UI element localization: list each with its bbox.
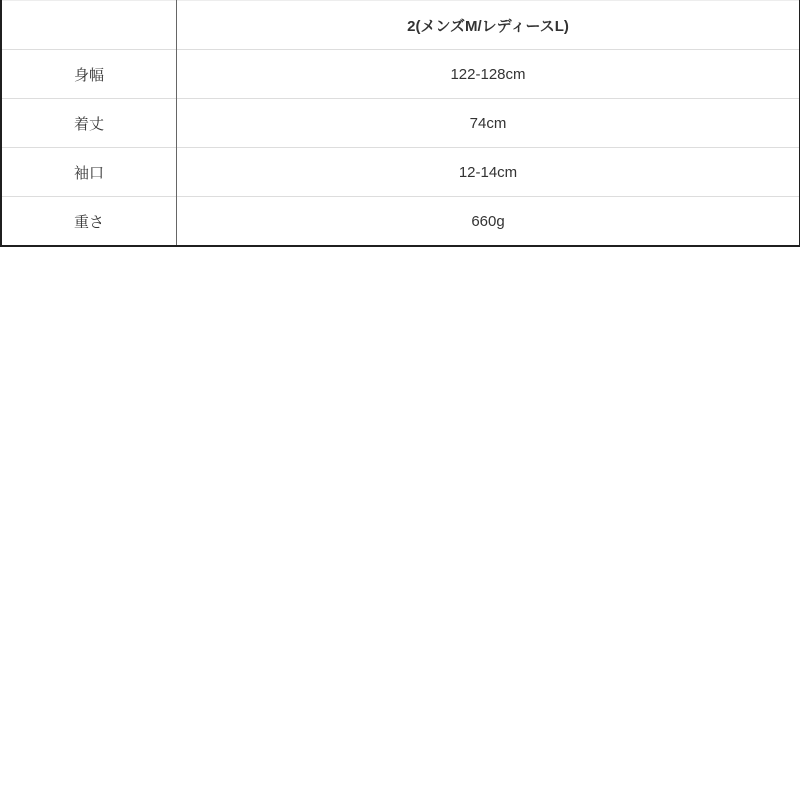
table-row xyxy=(1,50,800,99)
row-label-weight: 重さ xyxy=(1,197,177,247)
header-size-cell: 2(メンズM/レディースL) xyxy=(407,17,569,35)
table-row xyxy=(1,148,800,197)
header-corner-cell xyxy=(1,1,177,50)
row-value-body-width: 122-128cm xyxy=(177,50,800,99)
size-spec-table xyxy=(0,0,800,247)
row-value-cuff: 12-14cm xyxy=(177,148,800,197)
row-value-weight: 660g xyxy=(177,197,800,247)
table-header-row xyxy=(1,1,800,50)
row-label-cuff: 袖口 xyxy=(1,148,177,197)
table-row xyxy=(1,197,800,247)
row-label-length: 着丈 xyxy=(1,99,177,148)
table-row xyxy=(1,99,800,148)
row-value-length: 74cm xyxy=(177,99,800,148)
row-label-body-width: 身幅 xyxy=(1,50,177,99)
